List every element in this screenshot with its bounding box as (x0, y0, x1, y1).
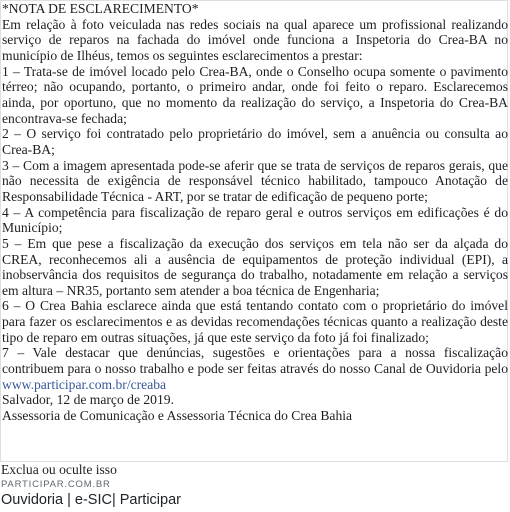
link-preview[interactable] (0, 462, 510, 512)
post-place-date: Salvador, 12 de março de 2019. (2, 392, 174, 408)
post-item-2: 2 – O serviço foi contratado pelo proprietário do imóvel, sem a anuência ou consulta ao Crea-BA; (2, 126, 508, 157)
ouvidoria-link[interactable]: www.participar.com.br/creaba (2, 376, 167, 392)
post-item-7 (2, 345, 508, 392)
post-text (2, 1, 508, 424)
post-item-1: 1 – Trata-se de imóvel locado pelo Crea-BA, onde o Conselho ocupa somente o pavimento térreo; não ocupando, portanto, o primeiro andar, onde foi feito o reparo. Esclarecemos ainda, por oportuno, que no momento da realização do serviço, a Inspetoria do Crea-BA encontrava-se fechada; (2, 63, 508, 126)
post-intro: Em relação à foto veiculada nas redes sociais na qual aparece um profissional realizando serviço de reparos na fachada do imóvel onde funciona a Inspetoria do Crea-BA no município de Ilhéus, temos os seguintes esclarecimentos a prestar: (2, 16, 508, 63)
preview-title[interactable]: Ouvidoria | e-SIC| Participar (1, 492, 181, 508)
post-signature: Assessoria de Comunicação e Assessoria Técnica do Crea Bahia (2, 408, 353, 424)
post-item-5: 5 – Em que pese a fiscalização da execução dos serviços em tela não ser da alçada do CREA, reconhecemos ali a ausência de equipamentos de proteção individual (EPI), a inobservância dos requisitos de segurança do trabalho, notadamente em relação a serviços em altura – NR35, portanto sem atender a boa técnica de Engenharia; (2, 235, 508, 298)
post-item-7-text: 7 – Vale destacar que denúncias, sugestões e orientações para a nossa fiscalização contribuem para o nosso trabalho e pode ser feitas através do nosso Canal de Ouvidoria pelo (2, 345, 508, 377)
post-item-6: 6 – O Crea Bahia esclarece ainda que está tentando contato com o proprietário do imóvel para fazer os esclarecimentos e as devidas recomendações técnicas quanto a realização deste tipo de reparo em outras situações, já que este serviço da foto já foi finalizado; (2, 298, 508, 345)
post-item-3: 3 – Com a imagem apresentada pode-se aferir que se trata de serviços de reparos gerais, que não necessita de exigência de responsável técnico habilitado, tampouco Anotação de Responsabilidade Técnica - ART, por se tratar de edificação de pequeno porte; (2, 157, 508, 204)
post-title: *NOTA DE ESCLARECIMENTO* (2, 1, 199, 16)
preview-domain: PARTICIPAR.COM.BR (1, 479, 111, 490)
post-item-4: 4 – A competência para fiscalização de reparo geral e outros serviços em edificações é do Município; (2, 204, 508, 236)
hide-preview-link[interactable]: Exclua ou oculte isso (1, 462, 117, 477)
